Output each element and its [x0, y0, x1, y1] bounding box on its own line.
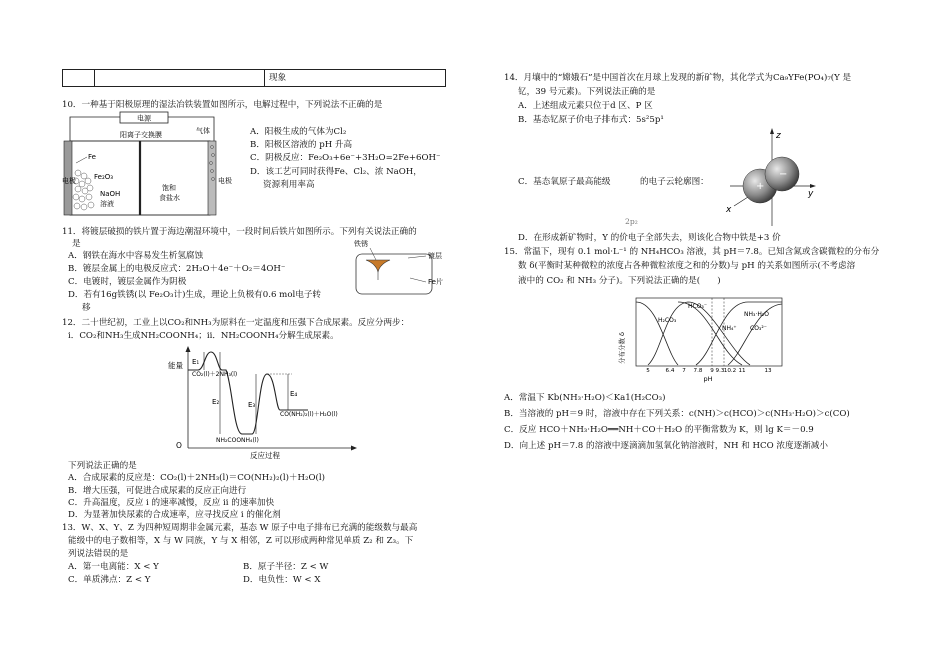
- q15-option-a: A．常温下 Kb(NH₃·H₂O)＜Ka1(H₂CO₃): [504, 393, 666, 403]
- q13-option-d: D．电负性：W < X: [243, 575, 321, 585]
- gas-label: 气体: [196, 127, 210, 135]
- q13-option-a: A．第一电离能：X < Y: [68, 562, 159, 572]
- q15-option-d: D．向上述 pH＝7.8 的溶液中逐滴滴加氢氧化钠溶液时，NH 和 HCO 浓度逐渐减小: [504, 441, 828, 451]
- y-axis-label: y: [808, 189, 814, 199]
- q10-option-b: B．阳极区溶液的 pH 升高: [250, 140, 353, 150]
- hco3-label: HCO₃⁻: [688, 303, 707, 310]
- q11-iron-plate-figure: [350, 236, 450, 298]
- pH-tick-labels: [646, 368, 772, 374]
- x-tick-label: 5: [646, 368, 650, 374]
- q15-stem-cont2: 液中的 CO₂ 和 NH₃ 分子)。下列说法正确的是( ): [518, 276, 721, 286]
- q10-option-a: A．阳极生成的气体为Cl₂: [250, 127, 347, 137]
- q14-option-b: B．基态钇原子价电子排布式：5s²5p¹: [518, 115, 664, 125]
- q14-option-c: C．基态氧原子最高能级: [518, 177, 611, 187]
- x-tick-label: 9.3: [715, 368, 725, 374]
- fe2o3-label: Fe₂O₃: [94, 173, 114, 181]
- q10-option-c: C．阴极反应：Fe₂O₃+6e⁻+3H₂O=2Fe+6OH⁻: [250, 153, 441, 163]
- process-axis-label: 反应过程: [250, 451, 280, 460]
- fe-label: Fe: [88, 153, 96, 161]
- table-cell: [63, 70, 95, 86]
- q10-option-d: D．该工艺可同时获得Fe、Cl₂、浓 NaOH，: [250, 167, 422, 177]
- reactant-label: CO₂(l)＋2NH₃(l): [192, 371, 238, 378]
- h2co3-label: H₂CO₃: [658, 317, 677, 324]
- q12-stem: 12．二十世纪初，工业上以CO₂和NH₃为原料在一定温度和压强下合成尿素。反应分两步：: [62, 318, 410, 328]
- q12-option-d: D．为显著加快尿素的合成速率，应寻找反应 i 的催化剂: [68, 510, 281, 520]
- x-tick-label: 9: [710, 368, 714, 374]
- q10-option-d-cont: 资源利用率高: [263, 180, 315, 190]
- x-tick-label: 6.4: [665, 368, 675, 374]
- q15-distribution-chart: [618, 292, 788, 384]
- e4-label: E₄: [290, 390, 298, 398]
- naoh-label: NaOH: [100, 190, 121, 198]
- solution-label: 溶液: [100, 200, 114, 208]
- origin-label: O: [176, 441, 182, 450]
- q11-option-d: D．若有16g铁锈(以 Fe₂O₃计)生成，理论上负极有0.6 mol电子转: [68, 290, 322, 300]
- q13-stem-cont2: 列说法错误的是: [68, 549, 129, 559]
- nh3h2o-label: NH₃·H₂O: [744, 311, 769, 318]
- q15-stem-cont: 数 δ(平衡时某种微粒的浓度占各种微粒浓度之和的分数)与 pH 的关系如图所示(不考虑溶: [518, 261, 856, 271]
- power-label: 电源: [137, 114, 151, 123]
- q12-option-b: B．增大压强，可促进合成尿素的反应正向进行: [68, 486, 247, 496]
- x-tick-label: 13: [764, 368, 772, 374]
- membrane-label: 阳离子交换膜: [120, 131, 162, 139]
- x-tick-label: 7: [682, 368, 686, 374]
- q13-stem-cont: 能级中的电子数相等，X 与 W 同族，Y 与 X 相邻，Z 可以形成两种常见单质 Z₂ 和 Z₃。下: [68, 536, 414, 546]
- q11-stem: 11．将镀层破损的铁片置于海边潮湿环境中，一段时间后铁片如图所示。下列有关说法正确的: [62, 227, 417, 237]
- q14-option-c-cont: 的电子云轮廓图：: [640, 177, 709, 187]
- ph-axis-label: pH: [703, 375, 713, 383]
- q12-option-c: C．升高温度，反应 i 的速率减慢，反应 ii 的速率加快: [68, 498, 275, 508]
- q14-stem: 14．月壤中的“嫦娥石”是中国首次在月球上发现的新矿物，其化学式为Ca₉YFe(PO₄)₇(Y 是: [504, 73, 852, 83]
- rust-label: 铁锈: [354, 240, 368, 248]
- q11-option-d-cont: 移: [82, 303, 91, 313]
- table-cell: [95, 70, 265, 86]
- x-axis-label: x: [726, 205, 732, 215]
- q13-option-c: C．单质沸点：Z < Y: [68, 575, 151, 585]
- q14-stem-cont: 钇，39 号元素)。下列说法正确的是: [518, 87, 656, 97]
- q12-steps: i．CO₂和NH₃生成NH₂COONH₄；ii．NH₂COONH₄分解生成尿素。: [68, 331, 339, 341]
- q10-electrolysis-figure: [62, 111, 232, 221]
- q11-option-b: B．镀层金属上的电极反应式：2H₂O＋4e⁻＋O₂＝4OH⁻: [68, 264, 286, 274]
- q12-lead: 下列说法正确的是: [68, 461, 137, 471]
- q15-option-c: C．反应 HCO＋NH₃·H₂O══NH＋CO＋H₂O 的平衡常数为 K，则 lg K＝－0.9: [504, 425, 814, 435]
- saturated-label: 饱和: [162, 184, 176, 192]
- co3-label: CO₃²⁻: [750, 325, 767, 332]
- q11-option-c: C．电镀时，镀层金属作为阴极: [68, 277, 187, 287]
- plate-label: Fe片: [428, 278, 443, 286]
- result-table: [62, 69, 446, 87]
- brine-label: 食盐水: [159, 194, 180, 202]
- nh4-label: NH₄⁺: [722, 325, 737, 332]
- intermediate-label: NH₂COONH₄(l): [216, 437, 259, 444]
- left-electrode-label: 电极: [62, 177, 76, 185]
- q14-option-d: D．在形成新矿物时，Y 的价电子全部失去，则该化合物中铁是+3 价: [518, 233, 781, 243]
- coating-label: 镀层: [428, 252, 442, 260]
- q10-stem: 10．一种基于阳极原理的湿法冶铁装置如图所示，电解过程中，下列说法不正确的是: [62, 100, 383, 110]
- q11-stem-cont: 是: [72, 239, 81, 249]
- q14-orbital-label: 2p₂: [625, 217, 638, 226]
- z-axis-label: z: [776, 131, 781, 141]
- q14-orbital-figure: [722, 126, 822, 230]
- plus-sign-icon: +: [756, 181, 765, 192]
- q12-energy-diagram: [168, 344, 358, 460]
- q15-option-b: B．当溶液的 pH＝9 时，溶液中存在下列关系：c(NH)＞c(HCO)＞c(NH₃·H₂O)＞c(CO): [504, 409, 850, 419]
- q12-option-a: A．合成尿素的反应是：CO₂(l)＋2NH₃(l)＝CO(NH₂)₂(l)＋H₂O(l): [68, 473, 325, 483]
- table-header-phenomenon: 现象: [269, 73, 287, 83]
- e1-label: E₁: [192, 358, 200, 366]
- q14-option-a: A．上述组成元素只位于d 区、P 区: [518, 101, 653, 111]
- energy-axis-label: 能量: [168, 361, 183, 370]
- minus-sign-icon: −: [779, 169, 788, 180]
- q11-option-a: A．钢铁在海水中容易发生析氢腐蚀: [68, 251, 204, 261]
- x-tick-label: 10.2: [723, 368, 737, 374]
- delta-axis-label: 分布分数 δ: [618, 331, 626, 365]
- e2-label: E₂: [212, 398, 220, 406]
- x-tick-label: 7.8: [693, 368, 703, 374]
- q13-option-b: B．原子半径：Z < W: [243, 562, 329, 572]
- product-label: CO(NH₂)₂(l)＋H₂O(l): [280, 411, 338, 418]
- right-electrode-label: 电极: [218, 177, 232, 185]
- e3-label: E₃: [248, 401, 256, 409]
- q15-stem: 15．常温下，现有 0.1 mol·L⁻¹ 的 NH₄HCO₃ 溶液，其 pH＝7.8。已知含氮或含碳微粒的分布分: [504, 247, 880, 257]
- x-tick-label: 11: [738, 368, 746, 374]
- q13-stem: 13．W、X、Y、Z 为四种短周期非金属元素，基态 W 原子中电子排布已充满的能级数与最高: [62, 523, 418, 533]
